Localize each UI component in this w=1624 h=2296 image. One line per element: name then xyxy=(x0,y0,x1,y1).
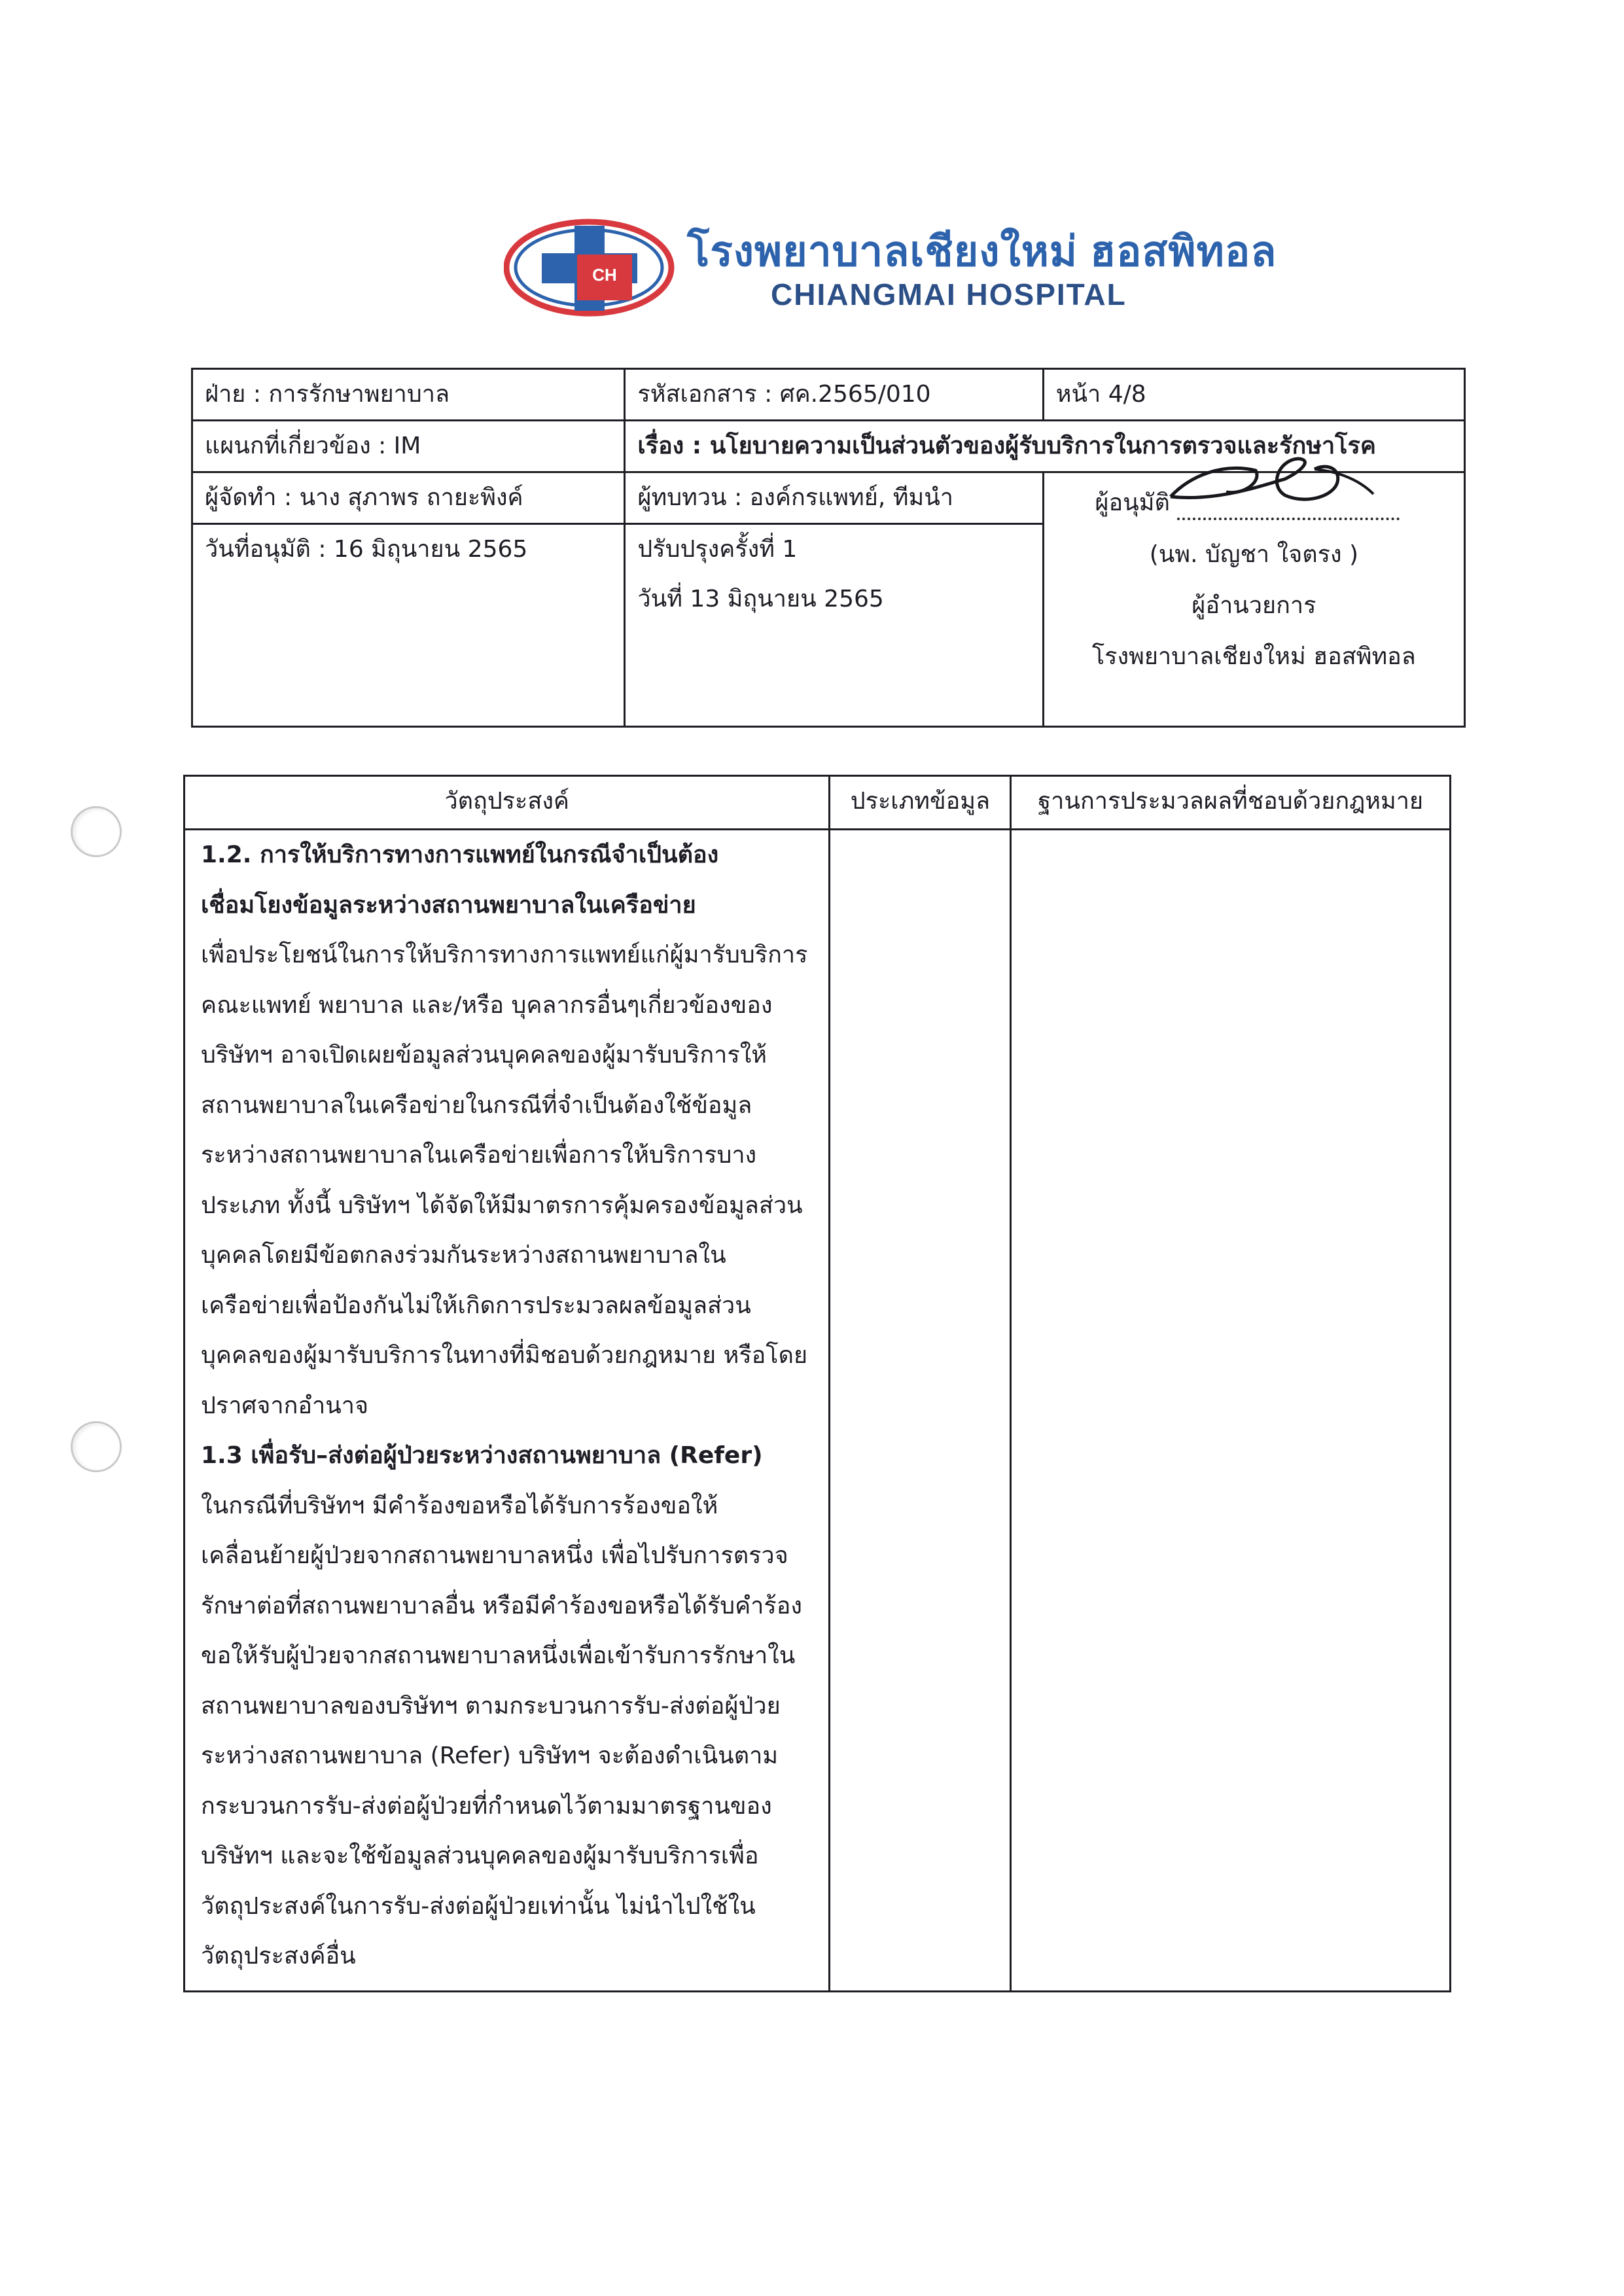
reviewer-cell: ผู้ทบทวน : องค์กรแพทย์, ทีมนำ xyxy=(625,472,1043,524)
author-cell: ผู้จัดทำ : นาง สุภาพร ถายะพิงค์ xyxy=(192,472,625,524)
purpose-table xyxy=(183,775,1451,1992)
revision-date: วันที่ 13 มิถุนายน 2565 xyxy=(637,586,884,612)
subject-cell: เรื่อง : นโยบายความเป็นส่วนตัวของผู้รับบริการในการตรวจและรักษาโรค xyxy=(625,421,1465,472)
paragraph-line: บุคคลโดยมีข้อตกลงร่วมกันระหว่างสถานพยาบาลใน xyxy=(201,1242,726,1269)
paragraph-line: เพื่อประโยชน์ในการให้บริการทางการแพทย์แก่ผู้มารับบริการ xyxy=(201,942,808,968)
approver-signature-line xyxy=(1044,477,1464,529)
paragraph-line: เคลื่อนย้ายผู้ป่วยจากสถานพยาบาลหนึ่ง เพื่อไปรับการตรวจ xyxy=(201,1542,788,1569)
logo-mark-text: CH xyxy=(592,265,617,285)
approver-label: ผู้อนุมัติ xyxy=(1095,489,1170,516)
header-purpose: วัตถุประสงค์ xyxy=(185,776,830,830)
header-data-type: ประเภทข้อมูล xyxy=(830,776,1011,830)
document-info-table xyxy=(191,368,1466,728)
paragraph-line: สถานพยาบาลของบริษัทฯ ตามกระบวนการรับ-ส่งต่อผู้ป่วย xyxy=(201,1692,781,1720)
hospital-header xyxy=(504,213,1277,330)
page-number-cell: หน้า 4/8 xyxy=(1043,369,1464,421)
paragraph-line: วัตถุประสงค์ในการรับ-ส่งต่อผู้ป่วยเท่านั้น ไม่นำไปใช้ใน xyxy=(201,1892,756,1920)
doc-code-cell: รหัสเอกสาร : ศค.2565/010 xyxy=(625,369,1043,421)
paragraph-line: ประเภท ทั้งนี้ บริษัทฯ ได้จัดให้มีมาตรการคุ้มครองข้อมูลส่วน xyxy=(201,1192,803,1219)
section-heading: เชื่อมโยงข้อมูลระหว่างสถานพยาบาลในเครือข่าย xyxy=(201,891,696,919)
punch-hole-bottom xyxy=(71,1421,122,1472)
paragraph-line: กระบวนการรับ-ส่งต่อผู้ป่วยที่กำหนดไว้ตามมาตรฐานของ xyxy=(201,1792,772,1820)
data-type-cell xyxy=(830,830,1011,1992)
paragraph-line: เครือข่ายเพื่อป้องกันไม่ให้เกิดการประมวลผลข้อมูลส่วน xyxy=(201,1292,751,1319)
revision-cell xyxy=(625,524,1043,727)
legal-basis-cell xyxy=(1011,830,1451,1992)
paragraph-line: บุคคลของผู้มารับบริการในทางที่มิชอบด้วยกฎหมาย หรือโดย xyxy=(201,1342,808,1369)
paragraph-line: บริษัทฯ อาจเปิดเผยข้อมูลส่วนบุคคลของผู้มารับบริการให้ xyxy=(201,1042,768,1069)
related-unit-cell: แผนกที่เกี่ยวข้อง : IM xyxy=(192,421,625,472)
approver-signature xyxy=(1177,484,1413,529)
paragraph-line: ระหว่างสถานพยาบาล (Refer) บริษัทฯ จะต้องดำเนินตาม xyxy=(201,1742,779,1769)
purpose-cell xyxy=(185,830,830,1992)
section-heading: 1.3 เพื่อรับ–ส่งต่อผู้ป่วยระหว่างสถานพยาบาล (Refer) xyxy=(201,1442,763,1469)
signature-scribble-icon xyxy=(1164,456,1400,515)
section-heading: 1.2. การให้บริการทางการแพทย์ในกรณีจำเป็นต้อง xyxy=(201,841,719,868)
approved-date-cell: วันที่อนุมัติ : 16 มิถุนายน 2565 xyxy=(192,524,625,727)
hospital-name-english: CHIANGMAI HOSPITAL xyxy=(771,277,1127,311)
header-legal-basis: ฐานการประมวลผลที่ชอบด้วยกฎหมาย xyxy=(1011,776,1451,830)
paragraph-line: ระหว่างสถานพยาบาลในเครือข่ายเพื่อการให้บริการบาง xyxy=(201,1142,757,1169)
approver-name: (นพ. บัญชา ใจตรง ) xyxy=(1149,541,1359,568)
paragraph-line: ขอให้รับผู้ป่วยจากสถานพยาบาลหนึ่งเพื่อเข้ารับการรักษาใน xyxy=(201,1642,796,1669)
paragraph-line: บริษัทฯ และจะใช้ข้อมูลส่วนบุคคลของผู้มารับบริการเพื่อ xyxy=(201,1843,759,1869)
hospital-logo-icon xyxy=(504,217,680,321)
paragraph-line: คณะแพทย์ พยาบาล และ/หรือ บุคลากรอื่นๆเกี่ยวข้องของ xyxy=(201,991,773,1019)
hospital-name-thai: โรงพยาบาลเชียงใหม่ ฮอสพิทอล xyxy=(687,228,1277,275)
paragraph-line: รักษาต่อที่สถานพยาบาลอื่น หรือมีคำร้องขอหรือได้รับคำร้อง xyxy=(201,1592,802,1619)
approver-organization: โรงพยาบาลเชียงใหม่ ฮอสพิทอล xyxy=(1091,643,1416,670)
punch-hole-top xyxy=(71,806,122,857)
department-cell: ฝ่าย : การรักษาพยาบาล xyxy=(192,369,625,421)
paragraph-line: ปราศจากอำนาจ xyxy=(201,1392,369,1419)
paragraph-line: วัตถุประสงค์อื่น xyxy=(201,1943,356,1969)
approver-cell xyxy=(1043,472,1464,727)
approver-title: ผู้อำนวยการ xyxy=(1192,592,1316,619)
paragraph-line: ในกรณีที่บริษัทฯ มีคำร้องขอหรือได้รับการร้องขอให้ xyxy=(201,1492,718,1519)
paragraph-line: สถานพยาบาลในเครือข่ายในกรณีที่จำเป็นต้องใช้ข้อมูล xyxy=(201,1091,752,1119)
revision-number: ปรับปรุงครั้งที่ 1 xyxy=(637,536,798,563)
